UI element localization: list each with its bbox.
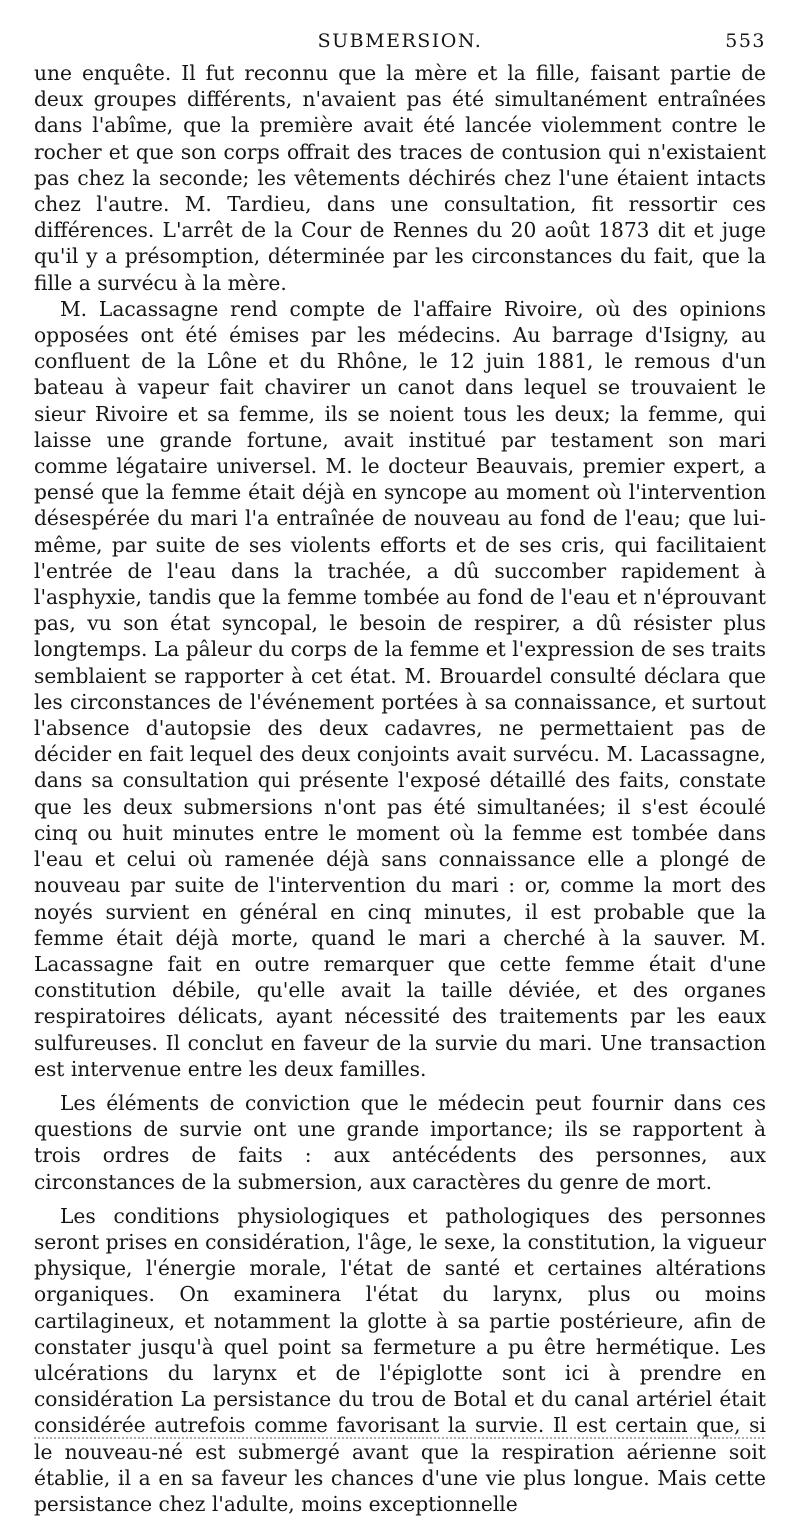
bottom-dotted-rule [34, 1437, 764, 1439]
body-text [34, 60, 766, 1517]
running-header [34, 30, 766, 60]
running-title: SUBMERSION. [317, 30, 483, 52]
paragraph-continuation: une enquête. Il fut reconnu que la mère et la fille, faisant partie de deux groupes différents, n'avaient pas été simultanément entraînées dans l'abîme, que la première avait été lancée violemment contre le rocher et que son corps offrait des traces de contusion qui n'existaient pas chez la seconde; les vêtements déchirés chez l'une étaient intacts chez l'autre. M. Tardieu, dans une consultation, fit ressortir ces différences. L'arrêt de la Cour de Rennes du 20 août 1873 dit et juge qu'il y a présomption, déterminée par les circonstances du fait, que la fille a survécu à la mère. [34, 61, 766, 295]
paragraph-evidence: Les éléments de conviction que le médecin peut fournir dans ces questions de survie ont une grande importance; ils se rapportent à trois ordres de faits : aux antécédents des personnes, aux circonstances de la submersion, aux caractères du genre de mort. [34, 1090, 766, 1194]
page-number: 553 [725, 30, 766, 52]
paragraph-rivoire-case: M. Lacassagne rend compte de l'affaire Rivoire, où des opinions opposées ont été émises par les médecins. Au barrage d'Isigny, au confluent de la Lône et du Rhône, le 12 juin 1881, le remous d'un bateau à vapeur fait chavirer un canot dans lequel se trouvaient le sieur Rivoire et sa femme, ils se noient tous les deux; la femme, qui laisse une grande fortune, avait institué par testament son mari comme légataire universel. M. le docteur Beauvais, premier expert, a pensé que la femme était déjà en syncope au moment où l'intervention désespérée du mari l'a entraînée de nouveau au fond de l'eau; que lui-même, par suite de ses violents efforts et de ses cris, qui facilitaient l'entrée de l'eau dans la trachée, a dû succomber rapidement à l'asphyxie, tandis que la femme tombée au fond de l'eau et n'éprouvant pas, vu son état syncopal, le besoin de respirer, a dû résister plus longtemps. La pâleur du corps de la femme et l'expression de ses traits semblaient se rapporter à cet état. M. Brouardel consulté déclara que les circonstances de l'événement portées à sa connaissance, et surtout l'absence d'autopsie des deux cadavres, ne permettaient pas de décider en fait lequel des deux conjoints avait survécu. M. Lacassagne, dans sa consultation qui présente l'exposé détaillé des faits, constate que les deux submersions n'ont pas été simultanées; il s'est écoulé cinq ou huit minutes entre le moment où la femme est tombée dans l'eau et celui où ramenée déjà sans connaissance elle a plongé de nouveau par suite de l'intervention du mari : or, comme la mort des noyés survient en général en cinq minutes, il est probable que la femme était déjà morte, quand le mari a cherché à la sauver. M. Lacassagne fait en outre remarquer que cette femme était d'une constitution débile, qu'elle avait la taille déviée, et des organes respiratoires délicats, ayant nécessité des traitements par les eaux sulfureuses. Il conclut en faveur de la survie du mari. Une transaction est intervenue entre les deux familles. [34, 296, 766, 1081]
paragraph-conditions: Les conditions physiologiques et pathologiques des personnes seront prises en considération, l'âge, le sexe, la constitution, la vigueur physique, l'énergie morale, l'état de santé et certaines altérations organiques. On examinera l'état du larynx, plus ou moins cartilagineux, et notamment la glotte à sa partie postérieure, afin de constater jusqu'à quel point sa fermeture a pu être hermétique. Les ulcérations du larynx et de l'épiglotte sont ici à prendre en considération La persistance du trou de Botal et du canal artériel était considérée autrefois comme favorisant la survie. Il est certain que, si le nouveau-né est submergé avant que la respiration aérienne soit établie, il a en sa faveur les chances d'une vie plus longue. Mais cette persistance chez l'adulte, moins exceptionnelle [34, 1203, 766, 1516]
